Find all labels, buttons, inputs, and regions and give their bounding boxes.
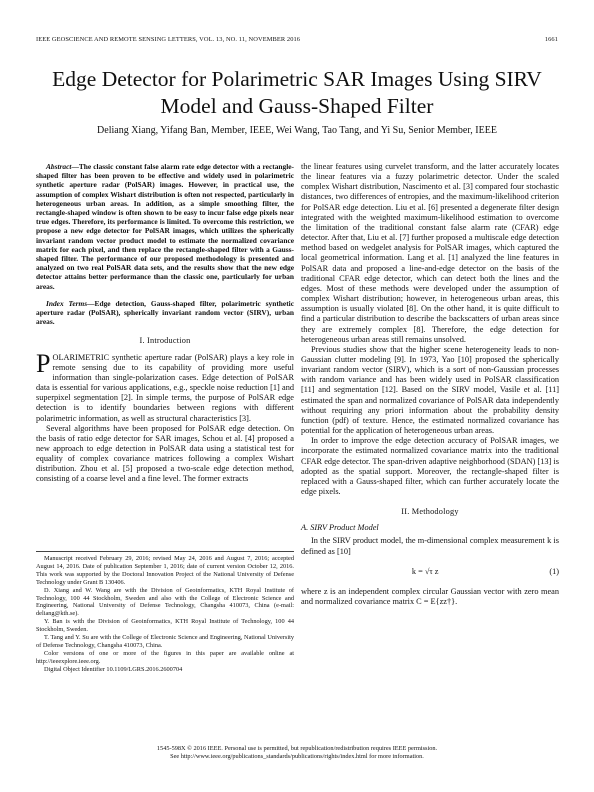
footnote-rule [36, 551, 294, 552]
footnote-item: Color versions of one or more of the figures in this paper are available online at http://ieeexplore.ieee.org. [36, 649, 294, 665]
page-number: 1661 [544, 36, 558, 43]
right-paragraph-4: In the SIRV product model, the m-dimensional complex measurement k is defined as [10] [301, 536, 559, 556]
copyright-footer [30, 745, 564, 761]
footnote-item: D. Xiang and W. Wang are with the Division of Geoinformatics, KTH Royal Institute of Technology, 100 44 Stockholm, Sweden and also with the College of Electronic Science and Engineering, National University of Defense Technology, Changsha 410073, China (e-mail: deliang@kth.se). [36, 586, 294, 618]
right-paragraph-3: In order to improve the edge detection accuracy of PolSAR images, we incorporate the estimated normalized covariance matrix into the traditional CFAR edge detector. The span-driven adaptive neighborhood (SDAN) [13] is adopted as the spatial support. Moreover, the rectangle-shaped filter is replaced with a Gauss-shaped filter, which can further accurately locate the edge pixels. [301, 436, 559, 496]
copyright-line: 1545-598X © 2016 IEEE. Personal use is permitted, but republication/redistribution requires IEEE permission. [156, 745, 438, 752]
subsection-heading: A. SIRV Product Model [301, 523, 379, 533]
paper-title: Edge Detector for Polarimetric SAR Images Using SIRV Model and Gauss-Shaped Filter [52, 67, 542, 118]
footnote-item: Manuscript received February 29, 2016; revised May 24, 2016 and August 7, 2016; accepted August 14, 2016. Date of publication September 1, 2016; date of current version October 12, 2016. This work was supported by the Doctoral Innovation Project of the National University of Defense Technology under Grant B 130406. [36, 555, 294, 586]
drop-cap: P [36, 348, 51, 378]
footnote-item: T. Tang and Y. Su are with the College of Electronic Science and Engineering, National University of Defense Technology, Changsha 410073, China. [36, 634, 294, 649]
intro-paragraph-1 [36, 348, 294, 424]
index-terms-lead: Index Terms [46, 298, 88, 308]
equation-1 [301, 567, 559, 577]
intro-paragraph-2: Several algorithms have been proposed for PolSAR edge detection. On the basis of ratio edge detector for SAR images, Schou et al. [4] proposed a new approach to edge detection in PolSAR data using a statistical test for equality of complex covariance matrices following a complex Wishart distribution. Zhou et al. [5] proposed a two-scale edge detection method, consisting of a coarse level and a fine level. The former extracts [36, 423, 294, 484]
right-paragraph-2: Previous studies show that the higher scene heterogeneity leads to non-Gaussian clutter modeling [9]. In 1973, Yao [10] proposed the spherically invariant random vector (SIRV), which is a sort of non-Gaussian processes with random variance and has been widely used in PolSAR classification [11] and segmentation [12]. Based on the SIRV model, Vasile et al. [11] estimated the span and normalized covariance of PolSAR data independently without requiring any priori information about the probability density function (pdf) of texture. Hence, the estimated normalized covariance has potential for the application of heterogeneous urban areas. [301, 344, 559, 436]
left-column [36, 162, 294, 485]
section-heading-introduction: I. Introduction [139, 336, 191, 346]
right-paragraph-1: the linear features using curvelet transform, and the latter accurately locates the linear features via a fuzzy polarimetric detector. Under the scaled complex Wishart distribution, Nascimento et al. [3] compared four stochastic distances, two differences of entropies, and the maximum-likelihood criterion for PolSAR edge detection. Liu et al. [6] presented a degenerate filter design integrated with the weighted maximum-likelihood estimation to overcome the limitation of the traditional constant false alarm rate (CFAR) edge detector. After that, Liu et al. [7] further proposed a multiscale edge detection method based on wedgelet analysis for PolSAR images, which captured the local geometrical information. Lang et al. [1] analyzed the line features in PolSAR data and proposed a line-and-edge detector on the basis of the traditional CFAR edge detector, which can detect both the lines and the edges. Most of these methods were developed under the assumption of complex Wishart distribution; however, in heterogeneous urban areas, this assumption is usually violated [8]. On the other hand, it is quite difficult to find a particular distribution to describe the backscatters of urban areas since they are extremely complex [8]. Therefore, the edge detection for heterogeneous urban areas still remains unsolved. [301, 162, 559, 344]
running-header [36, 36, 558, 43]
index-terms-text: —Edge detection, Gauss-shaped filter, polarimetric synthetic aperture radar (PolSAR), spherically invariant random vector (SIRV), urban areas. [36, 298, 294, 327]
section-heading-methodology: II. Methodology [401, 507, 459, 517]
footnote-item: Y. Ban is with the Division of Geoinformatics, KTH Royal Institute of Technology, 100 44 Stockholm, Sweden. [36, 618, 294, 634]
equation-body: k = √τ z [411, 566, 439, 576]
right-column [301, 162, 559, 607]
footnote-item: Digital Object Identifier 10.1109/LGRS.2016.2600704 [44, 665, 183, 673]
abstract-lead: Abstract [46, 162, 72, 171]
right-paragraph-5: where z is an independent complex circular Gaussian vector with zero mean and normalized covariance matrix C = E{zz†}. [301, 586, 559, 607]
index-terms [36, 299, 294, 327]
intro-paragraph-1-text: OLARIMETRIC synthetic aperture radar (PolSAR) plays a key role in remote sensing due to its capability of providing more useful information than single-polarization cases. Edge detection of PolSAR data is essential for various applications, e.g., speckle noise reduction [1] and superpixel segmentation [2]. In simple terms, the purpose of PolSAR edge detection is to identify boundaries between regions with different polarimetric information, as well as structural characteristics [3]. [36, 352, 294, 423]
rights-link[interactable]: See http://www.ieee.org/publications_standards/publications/rights/index.html for more information. [170, 753, 424, 760]
author-list: Deliang Xiang, Yifang Ban, Member, IEEE, Wei Wang, Tao Tang, and Yi Su, Senior Member, IEEE [97, 125, 497, 136]
footnotes [36, 555, 294, 674]
journal-name: IEEE GEOSCIENCE AND REMOTE SENSING LETTERS, VOL. 13, NO. 11, NOVEMBER 2016 [36, 36, 301, 43]
abstract-text: —The classic constant false alarm rate edge detector with a rectangle-shaped filter has been proven to be effective and widely used in polarimetric synthetic aperture radar (PolSAR) images. However, in practical use, the assumption of complex Wishart distribution is often not respected, particularly in heterogeneous urban areas. In addition, as a simple smoothing filter, the rectangle-shaped window is often shown to be easy to incur false edge pixels near true edges. Therefore, its performance is limited. To overcome this restriction, we propose a new edge detector for PolSAR images, which utilizes the spherically invariant random vector product model to estimate the normalized covariance matrix for each pixel, and then replace the rectangle-shaped filter with a Gauss-shaped filter. The performance of our proposed methodology is presented and analyzed on two real PolSAR data sets, and the results show that the new edge detector attains better performance than the classic one, particularly for urban areas. [36, 162, 294, 291]
equation-number: (1) [549, 566, 559, 576]
abstract [36, 162, 294, 291]
